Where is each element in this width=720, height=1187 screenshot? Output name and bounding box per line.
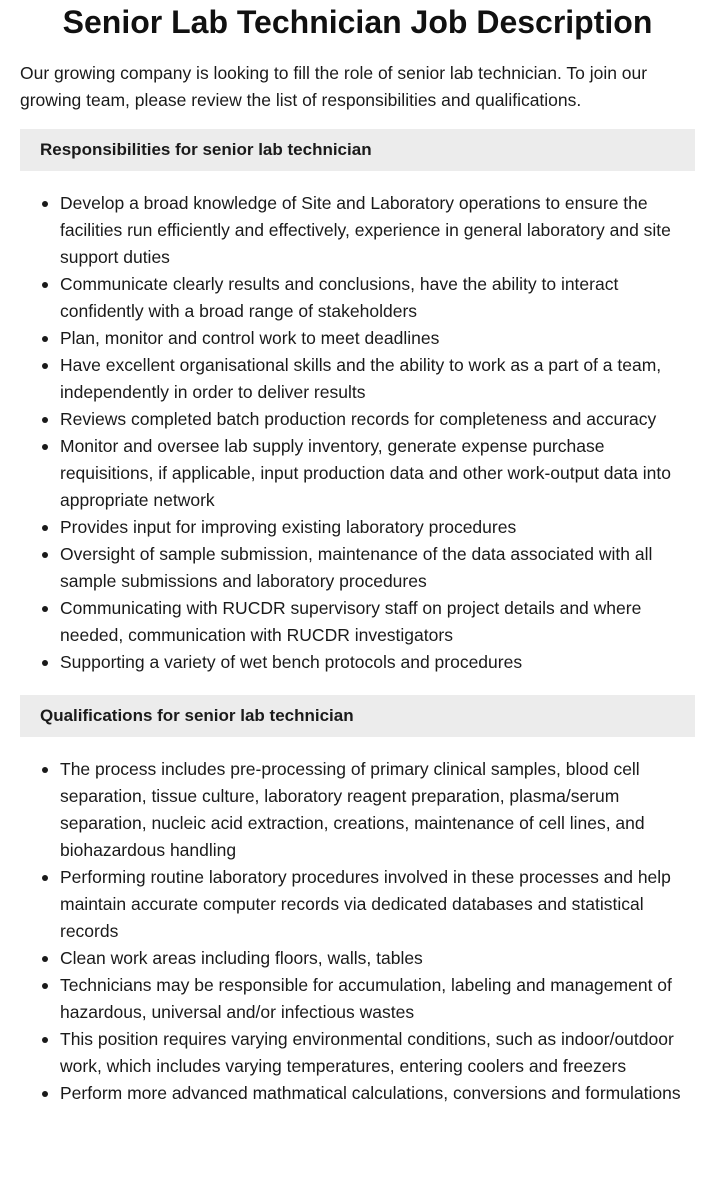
list-item: Have excellent organisational skills and the ability to work as a part of a team, independently in order to deliver results <box>60 352 700 406</box>
list-item: Perform more advanced mathmatical calculations, conversions and formulations <box>60 1080 700 1107</box>
list-item: Technicians may be responsible for accumulation, labeling and management of hazardous, universal and/or infectious wastes <box>60 972 700 1026</box>
list-item: Performing routine laboratory procedures involved in these processes and help maintain accurate computer records via dedicated databases and statistical records <box>60 864 700 945</box>
list-item: Communicate clearly results and conclusions, have the ability to interact confidently with a broad range of stakeholders <box>60 271 700 325</box>
list-item: Oversight of sample submission, maintenance of the data associated with all sample submissions and laboratory procedures <box>60 541 700 595</box>
intro-paragraph: Our growing company is looking to fill the role of senior lab technician. To join our growing team, please review the list of responsibilities and qualifications. <box>20 63 648 110</box>
qualifications-heading: Qualifications for senior lab technician <box>20 695 695 737</box>
qualifications-list <box>20 756 700 1107</box>
list-item: This position requires varying environmental conditions, such as indoor/outdoor work, which includes varying temperatures, entering coolers and freezers <box>60 1026 700 1080</box>
list-item: Plan, monitor and control work to meet deadlines <box>60 325 700 352</box>
responsibilities-heading: Responsibilities for senior lab technician <box>20 129 695 171</box>
list-item: Communicating with RUCDR supervisory staff on project details and where needed, communication with RUCDR investigators <box>60 595 700 649</box>
list-item: Provides input for improving existing laboratory procedures <box>60 514 700 541</box>
list-item: The process includes pre-processing of primary clinical samples, blood cell separation, tissue culture, laboratory reagent preparation, plasma/serum separation, nucleic acid extraction, creations, maintenance of cell lines, and biohazardous handling <box>60 756 700 864</box>
list-item: Clean work areas including floors, walls, tables <box>60 945 700 972</box>
list-item: Develop a broad knowledge of Site and Laboratory operations to ensure the facilities run efficiently and effectively, experience in general laboratory and site support duties <box>60 190 700 271</box>
list-item: Reviews completed batch production records for completeness and accuracy <box>60 406 700 433</box>
list-item: Monitor and oversee lab supply inventory, generate expense purchase requisitions, if applicable, input production data and other work-output data into appropriate network <box>60 433 700 514</box>
page-title: Senior Lab Technician Job Description <box>62 4 653 40</box>
responsibilities-list <box>20 190 700 676</box>
list-item: Supporting a variety of wet bench protocols and procedures <box>60 649 700 676</box>
